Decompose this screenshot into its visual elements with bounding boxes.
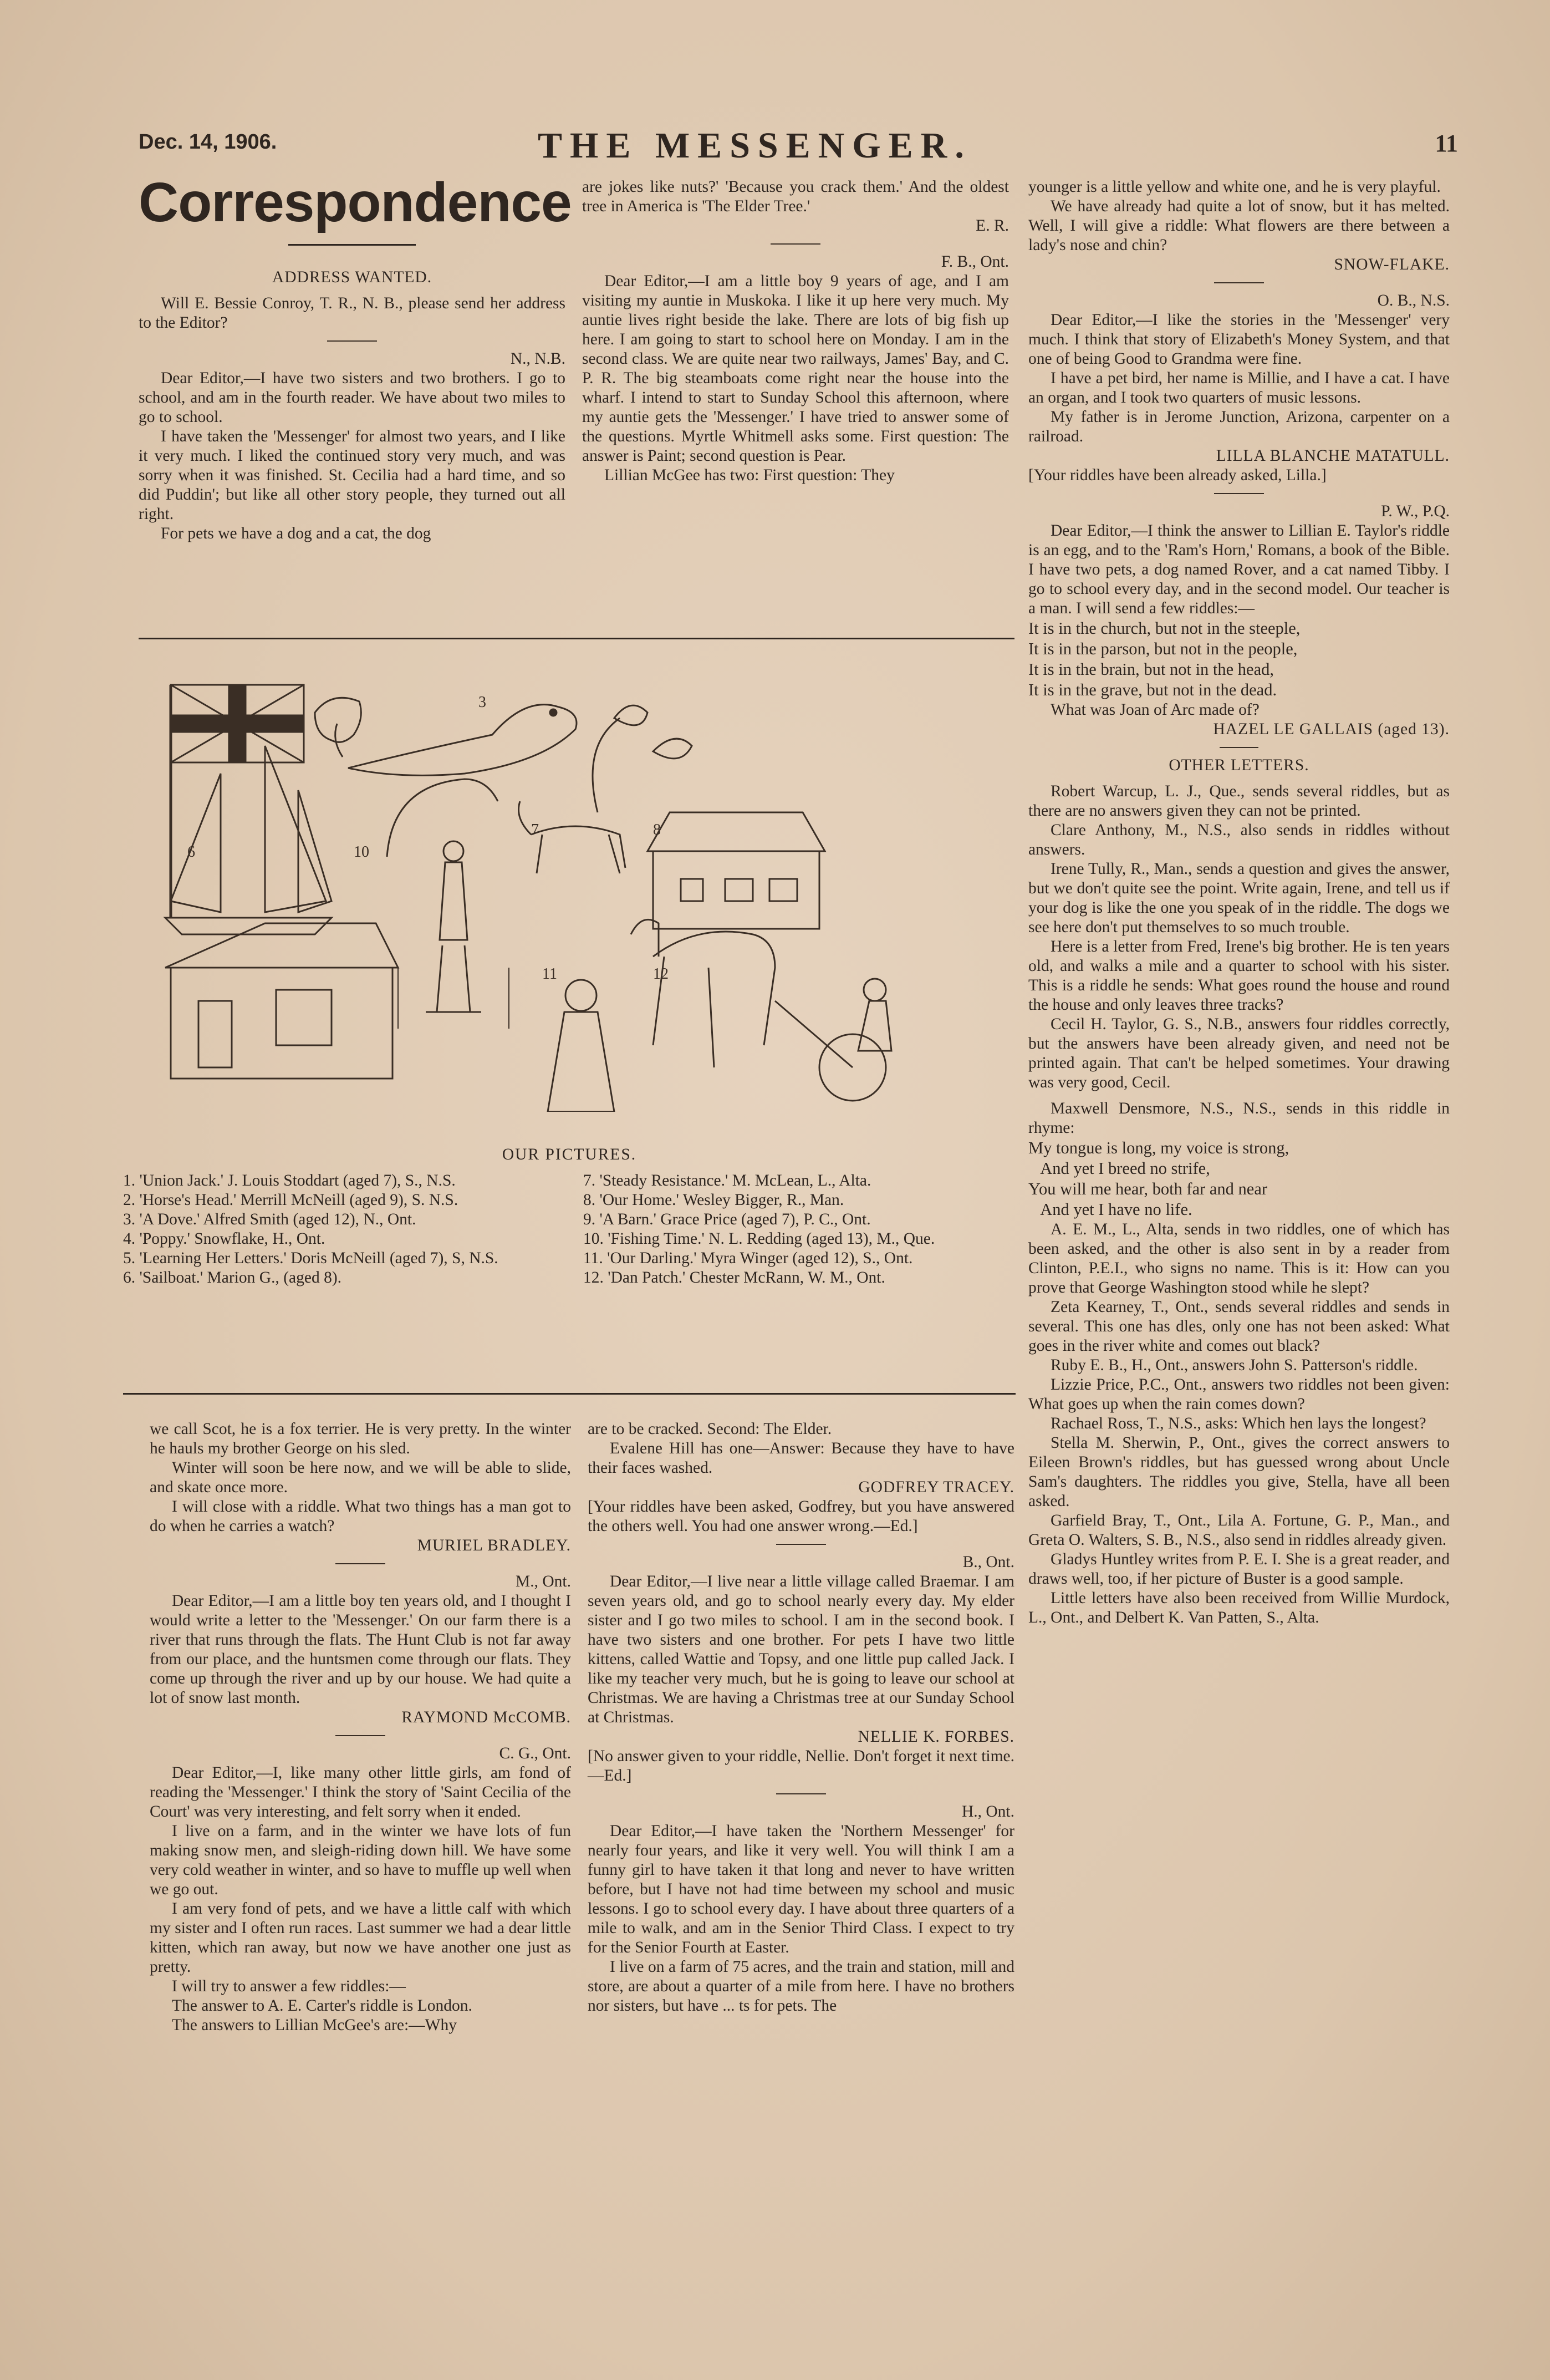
poppy-drawing (593, 705, 692, 812)
letter-signature: RAYMOND McCOMB. (401, 1708, 571, 1726)
divider (771, 243, 820, 245)
letter-location: B., Ont. (962, 1553, 1014, 1571)
letter-paragraph: Dear Editor,—I am a little boy 9 years of age, and I am visiting my auntie in Muskoka. I like it up here very much. My auntie lives right beside the lake. There are lots of big fish up here. I am going to start to school here on Monday. I am in the second class. We are quite near two railways, James' Bay, and C. P. R. The big steamboats come right near the house into the wharf. I intend to start to Sunday School this afternoon, where my auntie gets the 'Messenger.' I have tried to answer some of the questions. Myrtle Whitmell asks some. First question: The answer is Paint; second question is Pear. (582, 272, 1009, 465)
editor-note: [No answer given to your riddle, Nellie. Don't forget it next time.—Ed.] (588, 1747, 1014, 1784)
letter-paragraph: I am very fond of pets, and we have a little calf with which my sister and I often run races. Last summer we had a dear little kitten, which ran away, but now we have another one just as pretty. (150, 1900, 571, 1976)
pictures-top-rule (139, 638, 1014, 639)
letter-location: N., N.B. (510, 350, 565, 368)
picture-caption: 5. 'Learning Her Letters.' Doris McNeill (aged 7), S, N.S. (123, 1249, 498, 1267)
letter-paragraph: I live on a farm of 75 acres, and the train and station, mill and store, are about a quarter of a mile from here. I have no brothers nor sisters, but have ... ts for pets. The (588, 1958, 1014, 2015)
column-1-bottom (150, 1420, 571, 2035)
letter-location: H., Ont. (961, 1803, 1014, 1820)
divider (776, 1544, 826, 1545)
other-letter: Little letters have also been received from Willie Murdock, L., Ont., and Delbert K. Van Patten, S., Alta. (1028, 1589, 1450, 1626)
captions-left (123, 1171, 555, 1288)
letter-location: P. W., P.Q. (1381, 502, 1450, 520)
letter-paragraph: are jokes like nuts?' 'Because you crack them.' And the oldest tree in America is 'The Elder Tree.' (582, 178, 1009, 215)
other-letter: Zeta Kearney, T., Ont., sends several riddles and sends in several. This one has dles, only one has not been asked: What goes in the river white and comes out black? (1028, 1298, 1450, 1355)
horse-head-drawing (315, 698, 361, 757)
other-letter: Here is a letter from Fred, Irene's big brother. He is ten years old, and walks a mile and a quarter to school with his sister. This is a riddle he sends: What goes round the house and round the house and only leaves three tracks? (1028, 938, 1450, 1014)
letter-paragraph: Will E. Bessie Conroy, T. R., N. B., please send her address to the Editor? (139, 294, 565, 332)
picture-label: 3 (478, 694, 486, 711)
letter-paragraph: Winter will soon be here now, and we will be able to slide, and skate once more. (150, 1459, 571, 1496)
editor-note: [Your riddles have been already asked, Lilla.] (1028, 466, 1327, 484)
letter-paragraph: I will try to answer a few riddles:— (172, 1977, 406, 1995)
picture-label: 10 (354, 843, 369, 861)
picture-caption: 9. 'A Barn.' Grace Price (aged 7), P. C., Ont. (583, 1211, 871, 1228)
letter-paragraph: we call Scot, he is a fox terrier. He is very pretty. In the winter he hauls my brother George on his sled. (150, 1420, 571, 1457)
picture-caption: 2. 'Horse's Head.' Merrill McNeill (aged 9), S. N.S. (123, 1191, 458, 1209)
letter-location: C. G., Ont. (499, 1745, 571, 1762)
pictures-bottom-rule (123, 1393, 1016, 1395)
letter-paragraph: Dear Editor,—I live near a little village called Braemar. I am seven years old, and go to school nearly every day. My elder sister and I go two miles to school. I am in the second book. I have two sisters and one brother. For pets I have two little kittens, called Wattie and Topsy, and one little pup called Jack. I like my teacher very much, but he is going to leave our school at Christmas. We are having a Christmas tree at our Sunday School at Christmas. (588, 1573, 1014, 1726)
sailboat-drawing (165, 746, 332, 934)
pictures-captions (123, 1145, 1016, 1288)
section-title: Correspondence (139, 171, 572, 233)
picture-caption: 10. 'Fishing Time.' N. L. Redding (aged 13), M., Que. (583, 1230, 935, 1248)
letter-paragraph: The answer to A. E. Carter's riddle is London. (172, 1997, 472, 2015)
letter-paragraph: What was Joan of Arc made of? (1051, 701, 1260, 719)
riddle-poem: It is in the church, but not in the steeple, It is in the parson, but not in the people, It is in the brain, but not in the head, It is in the grave, but not in the dead. (1028, 619, 1301, 699)
picture-caption: 3. 'A Dove.' Alfred Smith (aged 12), N., Ont. (123, 1211, 416, 1228)
masthead (139, 125, 1458, 169)
learning-letters-drawing (548, 980, 614, 1112)
letter-paragraph: My father is in Jerome Junction, Arizona, carpenter on a railroad. (1028, 408, 1450, 445)
letter-paragraph: I have a pet bird, her name is Millie, and I have a cat. I have an organ, and I took two quarters of music lessons. (1028, 369, 1450, 406)
picture-label: 7 (531, 821, 539, 838)
letter-signature: HAZEL LE GALLAIS (aged 13). (1213, 720, 1450, 738)
other-letter: Gladys Huntley writes from P. E. I. She is a great reader, and draws well, too, if her picture of Buster is a good sample. (1028, 1550, 1450, 1588)
fisherman-drawing (387, 779, 509, 1029)
divider (327, 340, 377, 342)
letter-signature: LILLA BLANCHE MATATULL. (1216, 447, 1450, 465)
letter-location: M., Ont. (516, 1573, 571, 1590)
letter-paragraph: Dear Editor,—I like the stories in the 'Messenger' very much. I think that story of Elizabeth's Money System, and that one of being Good to Grandma were fine. (1028, 311, 1450, 368)
letter-paragraph: Dear Editor,—I think the answer to Lillian E. Taylor's riddle is an egg, and to the 'Ram's Horn,' Romans, a book of the Bible. I have two pets, a dog named Rover, and a cat named Tibby. I go to school every day, and in the second model. Our teacher is a man. I will send a few riddles:— (1028, 522, 1450, 617)
picture-label: 8 (653, 821, 661, 838)
picture-caption: 1. 'Union Jack.' J. Louis Stoddart (aged 7), S., N.S. (123, 1172, 456, 1189)
letter-paragraph: We have already had quite a lot of snow, but it has melted. Well, I will give a riddle: What flowers are there between a lady's nose and chin? (1028, 197, 1450, 254)
column-2-bottom (588, 1420, 1014, 2016)
picture-caption: 7. 'Steady Resistance.' M. McLean, L., Alta. (583, 1172, 871, 1189)
divider (335, 1735, 385, 1736)
letter-signature: E. R. (976, 217, 1009, 235)
picture-label: 12 (653, 965, 669, 983)
column-3 (1028, 177, 1450, 1628)
letter-paragraph: Dear Editor,—I have two sisters and two brothers. I go to school, and am in the fourth reader. We have about two miles to go to school. (139, 369, 565, 426)
heading-other-letters: OTHER LETTERS. (1169, 756, 1309, 774)
letter-paragraph: I have taken the 'Messenger' for almost two years, and I like it very much. I liked the continued story very much, and was sorry when it was finished. St. Cecilia had a hard time, and so did Puddin'; but like all other story people, they turned out all right. (139, 428, 565, 523)
other-letter: Cecil H. Taylor, G. S., N.B., answers four riddles correctly, but the answers have been already given, and need not be printed again. That can't be helped sometimes. Your drawing was very good, Cecil. (1028, 1015, 1450, 1091)
letter-paragraph: I will close with a riddle. What two things has a man got to do when he carries a watch? (150, 1498, 571, 1535)
column-2-top (582, 177, 1009, 485)
letter-paragraph: Dear Editor,—I have taken the 'Northern Messenger' for nearly four years, and like it very well. You will think I am a funny girl to have taken it that long and never to have written before, but I have not had time between my school and music lessons. I go to school every day. I have about three quarters of a mile to walk, and am in the Senior Third Class. I expect to try for the Senior Fourth at Easter. (588, 1822, 1014, 1956)
other-letter: Irene Tully, R., Man., sends a question and gives the answer, but we don't quite see the point. Write again, Irene, and tell us if your dog is like the one you speak of in the riddle. The dogs we see here don't put themselves to so much trouble. (1028, 860, 1450, 936)
captions-right (583, 1171, 1016, 1288)
page-number: 11 (1435, 130, 1458, 157)
childrens-drawings-illustration (154, 668, 1008, 1112)
letter-paragraph: The answers to Lillian McGee's are:—Why (172, 2016, 457, 2034)
divider (776, 1793, 826, 1794)
other-letter: Maxwell Densmore, N.S., N.S., sends in this riddle in rhyme: (1028, 1100, 1450, 1137)
heading-address-wanted: ADDRESS WANTED. (272, 268, 432, 286)
picture-label: 6 (187, 843, 195, 861)
other-letter: Stella M. Sherwin, P., Ont., gives the correct answers to Eileen Brown's riddles, but has guessed wrong about Uncle Sam's daughters. The riddles you give, Stella, have all been asked. (1028, 1434, 1450, 1510)
other-letter: Ruby E. B., H., Ont., answers John S. Patterson's riddle. (1051, 1356, 1418, 1374)
title-underline (288, 244, 416, 246)
column-1-top (139, 171, 572, 543)
letter-signature: GODFREY TRACEY. (858, 1478, 1014, 1496)
union-jack-drawing (171, 685, 304, 918)
publication-title: THE MESSENGER. (538, 125, 972, 166)
letter-paragraph: are to be cracked. Second: The Elder. (588, 1420, 832, 1438)
dan-patch-drawing (631, 919, 891, 1101)
other-letter: Clare Anthony, M., N.S., also sends in riddles without answers. (1028, 821, 1450, 858)
letter-location: F. B., Ont. (941, 253, 1009, 271)
picture-caption: 12. 'Dan Patch.' Chester McRann, W. M., Ont. (583, 1269, 885, 1286)
letter-paragraph: Evalene Hill has one—Answer: Because they have to have their faces washed. (588, 1440, 1014, 1477)
other-letter: Robert Warcup, L. J., Que., sends several riddles, but as there are no answers given they can not be printed. (1028, 782, 1450, 820)
letter-paragraph: Dear Editor,—I am a little boy ten years old, and I thought I would write a letter to the 'Messenger.' On our farm there is a river that runs through the flats. The Hunt Club is not far away from our place, and the huntsmen come through our flats. They come up through the river and up by our house. We had quite a lot of snow last month. (150, 1592, 571, 1707)
issue-date: Dec. 14, 1906. (139, 130, 277, 154)
letter-location: O. B., N.S. (1377, 292, 1450, 309)
letter-paragraph: For pets we have a dog and a cat, the dog (161, 525, 431, 542)
editor-note: [Your riddles have been asked, Godfrey, but you have answered the others well. You had one answer wrong.—Ed.] (588, 1498, 1014, 1535)
other-letter: Lizzie Price, P.C., Ont., answers two riddles not been given: What goes up when the rain comes down? (1028, 1376, 1450, 1413)
pictures-heading: OUR PICTURES. (502, 1146, 637, 1163)
our-home-drawing (647, 812, 825, 929)
other-letter: Rachael Ross, T., N.S., asks: Which hen lays the longest? (1051, 1415, 1426, 1432)
letter-paragraph: younger is a little yellow and white one, and he is very playful. (1028, 178, 1441, 196)
barn-drawing (165, 923, 398, 1079)
letter-paragraph: Dear Editor,—I, like many other little girls, am fond of reading the 'Messenger.' I think the story of 'Saint Cecilia of the Court' was very interesting, and felt sorry when it ended. (150, 1764, 571, 1820)
picture-caption: 4. 'Poppy.' Snowflake, H., Ont. (123, 1230, 325, 1248)
letter-paragraph: Lillian McGee has two: First question: They (604, 466, 895, 484)
divider (1214, 282, 1264, 283)
picture-caption: 11. 'Our Darling.' Myra Winger (aged 12), S., Ont. (583, 1249, 913, 1267)
other-letter: Garfield Bray, T., Ont., Lila A. Fortune, G. P., Man., and Greta O. Walters, S. B., N.S., also send in riddles already given. (1028, 1512, 1450, 1549)
letter-signature: SNOW-FLAKE. (1334, 256, 1450, 273)
divider (335, 1563, 385, 1564)
riddle-poem: My tongue is long, my voice is strong, And yet I breed no strife, You will me hear, both far and near And yet I have no life. (1028, 1138, 1289, 1219)
divider (1214, 493, 1264, 494)
letter-paragraph: I live on a farm, and in the winter we have lots of fun making snow men, and sleigh-riding down hill. We have some very cold weather in winter, and so have to muffle up well when we go out. (150, 1822, 571, 1898)
other-letter: A. E. M., L., Alta, sends in two riddles, one of which has been asked, and the other is also sent in by a reader from Clinton, P.E.I., who signs no name. This is it: How can you prove that George Washington stood while he slept? (1028, 1220, 1450, 1296)
picture-label: 11 (542, 965, 557, 983)
letter-signature: NELLIE K. FORBES. (858, 1728, 1014, 1746)
divider (1220, 747, 1258, 748)
dove-drawing (348, 705, 577, 776)
picture-caption: 8. 'Our Home.' Wesley Bigger, R., Man. (583, 1191, 844, 1209)
picture-caption: 6. 'Sailboat.' Marion G., (aged 8). (123, 1269, 342, 1286)
letter-signature: MURIEL BRADLEY. (417, 1537, 571, 1554)
